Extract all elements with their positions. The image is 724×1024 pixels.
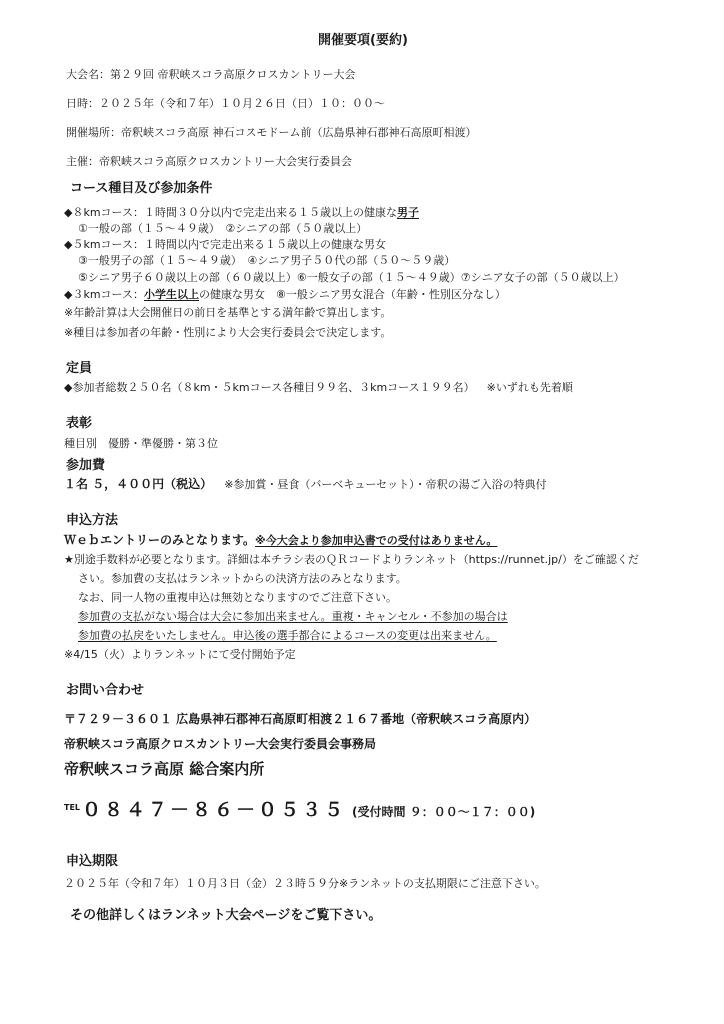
age-note: ※年齢計算は大会開催日の前日を基準とする満年齢で算出します。 <box>64 306 392 319</box>
capacity-text <box>64 381 573 395</box>
application-duplicate: なお、同一人物の重複申込は無効となりますのでご注意下さい。 <box>78 591 397 604</box>
contact-heading: お問い合わせ <box>66 683 145 698</box>
page-title: 開催要項(要約) <box>318 33 408 48</box>
tel-label: TEL <box>64 803 81 812</box>
capacity-heading: 定員 <box>66 361 93 376</box>
event-organizer: 主催：帝釈峡スコラ高原クロスカントリー大会実行委員会 <box>66 155 352 168</box>
application-payment: さい。参加費の支払はランネットからの決済方法のみとなります。 <box>78 572 407 585</box>
deadline-line <box>64 877 546 891</box>
course-3km-suffix: の健康な男女 ⑧一般シニア男女混合（年齢・性別区分なし） <box>199 288 506 301</box>
fee-amount: １名 ５，４００円（税込） <box>64 477 213 491</box>
capacity-note: ※いずれも先着順 <box>486 381 573 394</box>
capacity-total: ◆参加者総数２５０名（８km・５kmコース各種目９９名、３kmコース１９９名） <box>64 381 475 394</box>
deadline-date: ２０２５年（令和７年）１０月３日（金）２３時５９分 <box>64 877 339 890</box>
fee-line <box>64 477 547 492</box>
application-warning-2: 参加費の払戻をいたしません。申込後の選手都合によるコースの変更は出来ません。 <box>78 629 497 642</box>
event-name: 大会名：第２９回 帝釈峡スコラ高原クロスカントリー大会 <box>66 68 356 81</box>
event-date: 日時：２０２５年（令和７年）１０月２６日（日）１０：００～ <box>66 97 385 110</box>
phone-hours: (受付時間 ９：００～１７：００) <box>352 805 536 819</box>
contact-office: 帝釈峡スコラ高原クロスカントリー大会実行委員会事務局 <box>64 737 377 751</box>
course-3km-text: ◆３kmコース： <box>64 288 144 301</box>
course-8km-male: 男子 <box>397 206 419 219</box>
fee-heading: 参加費 <box>66 458 106 473</box>
application-fee-info: ★別途手数料が必要となります。詳細は本チラシ表のＱＲコードよりランネット（https://runnet.jp/）をご確認くだ <box>64 553 639 566</box>
course-8km <box>64 206 419 220</box>
deadline-heading: 申込期限 <box>66 854 119 869</box>
awards-text: 種目別 優勝・準優勝・第３位 <box>64 437 218 450</box>
course-8km-text: ◆８kmコース：１時間３０分以内で完走出来る１５歳以上の健康な <box>64 206 397 219</box>
course-heading: コース種目及び参加条件 <box>70 181 213 196</box>
course-8km-categories: ①一般の部（１５～４９歳） ②シニアの部（５０歳以上） <box>78 222 368 235</box>
course-5km: ◆５kmコース：１時間以内で完走出来る１５歳以上の健康な男女 <box>64 238 386 251</box>
web-entry-note: ※今大会より参加申込書での受付はありません。 <box>255 534 498 547</box>
contact-info-center: 帝釈峡スコラ高原 総合案内所 <box>64 760 265 778</box>
web-entry-only: Ｗｅｂエントリーのみとなります。 <box>64 533 256 547</box>
course-3km <box>64 288 506 302</box>
footer-note: その他詳しくはランネット大会ページをご覧下さい。 <box>70 908 382 923</box>
course-5km-categories-2: ⑤シニア男子６０歳以上の部（６０歳以上）⑥一般女子の部（１５～４９歳）⑦シニア女子の部（５０歳以上） <box>78 271 625 284</box>
phone-number: ０８４７－８６－０５３５ <box>82 799 347 821</box>
contact-address: 〒７２９－３６０１ 広島県神石郡神石高原町相渡２１６７番地（帝釈峡スコラ高原内） <box>64 712 537 726</box>
application-heading: 申込方法 <box>66 513 119 528</box>
awards-heading: 表彰 <box>66 416 93 431</box>
deadline-note: ※ランネットの支払期限にご注意下さい。 <box>339 877 546 890</box>
course-5km-categories-1: ③一般男子の部（１５～４９歳） ④シニア男子５０代の部（５０～５９歳） <box>78 254 456 267</box>
application-start-note: ※4/15（火）よりランネットにて受付開始予定 <box>64 648 296 661</box>
course-3km-age: 小学生以上 <box>144 288 199 301</box>
application-web <box>64 533 497 548</box>
contact-phone-line <box>64 797 535 824</box>
application-warning-1: 参加費の支払がない場合は大会に参加出来ません。重複・キャンセル・不参加の場合は <box>78 610 508 623</box>
fee-note: ※参加賞・昼食（バーベキューセット）・帝釈の湯ご入浴の特典付 <box>224 478 547 491</box>
category-note: ※種目は参加者の年齢・性別により大会実行委員会で決定します。 <box>64 326 392 339</box>
event-venue: 開催場所：帝釈峡スコラ高原 神石コスモドーム前（広島県神石郡神石高原町相渡） <box>66 126 477 139</box>
